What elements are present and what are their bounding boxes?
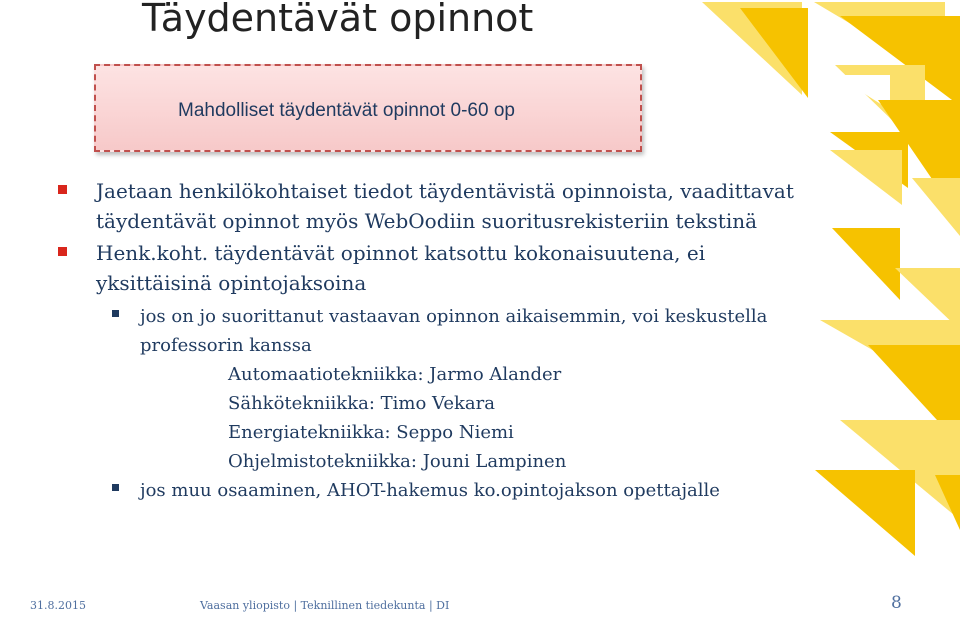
bullet-list bbox=[54, 176, 824, 505]
footer-date: 31.8.2015 bbox=[30, 599, 86, 612]
bullet-text: Jaetaan henkilökohtaiset tiedot täydentävistä opinnoista, vaadittavat täydentävät opinnot myös WebOodiin suoritusrekisteriin tekstinä bbox=[96, 179, 794, 233]
page-number: 8 bbox=[891, 593, 902, 613]
callout-box bbox=[94, 64, 642, 152]
bullet-item bbox=[54, 176, 824, 236]
sub-bullet-square-icon bbox=[112, 310, 119, 317]
contact-line: Energiatekniikka: Seppo Niemi bbox=[228, 422, 514, 443]
bullet-item bbox=[54, 238, 824, 298]
bullet-square-icon bbox=[58, 185, 67, 194]
deco-triangle bbox=[935, 475, 960, 530]
bullet-square-icon bbox=[58, 247, 67, 256]
deco-triangle bbox=[815, 470, 915, 556]
contact-line: Ohjelmistotekniikka: Jouni Lampinen bbox=[228, 451, 567, 472]
deco-triangle bbox=[912, 178, 960, 236]
sub-bullet-square-icon bbox=[112, 484, 119, 491]
callout-text: Mahdolliset täydentävät opinnot 0-60 op bbox=[178, 100, 515, 121]
sub-bullet-text: jos on jo suorittanut vastaavan opinnon aikaisemmin, voi keskustella professorin kanssa bbox=[140, 306, 768, 356]
sub-bullet-item bbox=[54, 302, 824, 360]
bullet-text: Henk.koht. täydentävät opinnot katsottu kokonaisuutena, ei yksittäisinä opintojaksoina bbox=[96, 241, 706, 295]
contact-line: Automaatiotekniikka: Jarmo Alander bbox=[228, 364, 562, 385]
sub-bullet-text: jos muu osaaminen, AHOT-hakemus ko.opintojakson opettajalle bbox=[140, 480, 720, 501]
footer-organization: Vaasan yliopisto | Teknillinen tiedekunta | DI bbox=[200, 599, 450, 612]
deco-triangle bbox=[832, 228, 900, 300]
contact-line: Sähkötekniikka: Timo Vekara bbox=[228, 393, 495, 414]
sub-bullet-item bbox=[54, 476, 824, 505]
slide-title: Täydentävät opinnot bbox=[142, 0, 534, 40]
deco-triangle bbox=[830, 150, 902, 205]
slide-footer bbox=[0, 591, 960, 617]
